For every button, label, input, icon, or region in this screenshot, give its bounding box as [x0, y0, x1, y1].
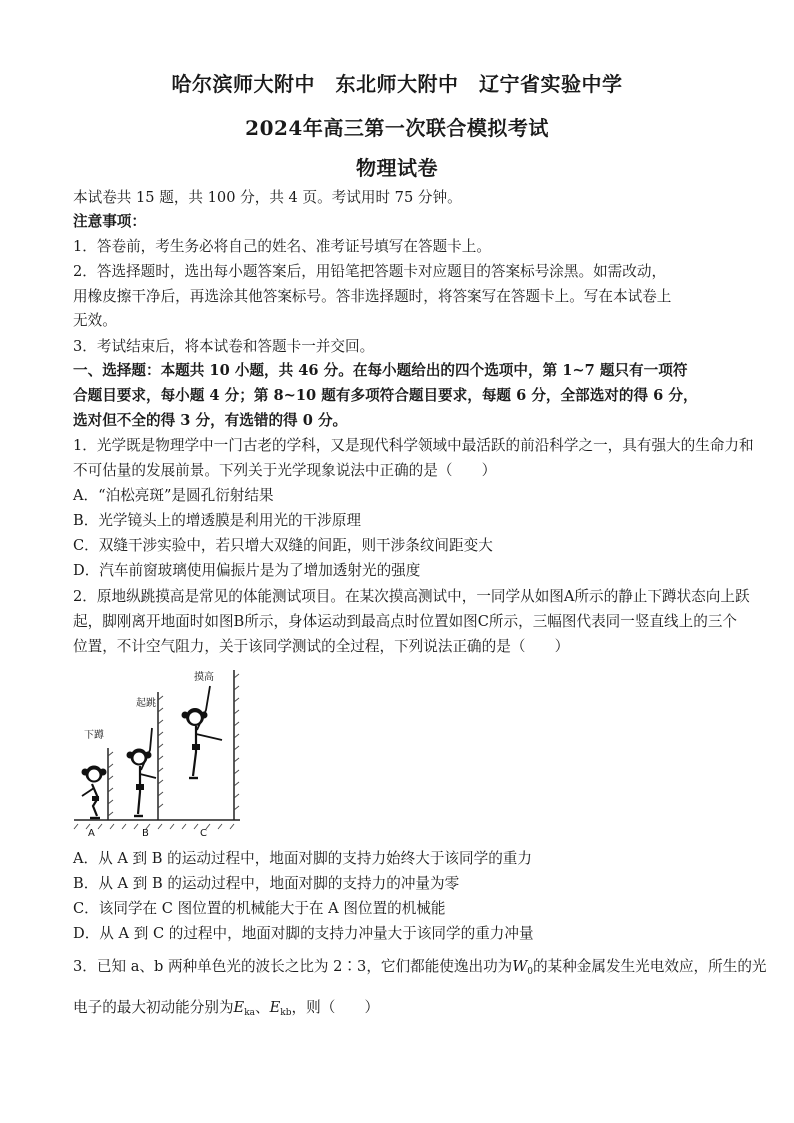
q2-option-d: D．从 A 到 C 的过程中，地面对脚的支持力冲量大于该同学的重力冲量 [73, 925, 534, 942]
section-instructions-cont: 合题目要求，每小题 4 分；第 8~10 题有多项符合题目要求，每题 6 分，全部选对的得 6 分， [73, 387, 698, 404]
student-highest-point-figure [182, 686, 223, 778]
notice-item-2-end: 无效。 [73, 312, 117, 329]
subject-title: 物理试卷 [356, 156, 438, 180]
q3-stem-cont: 电子的最大初动能分别为$E_{ka}$、$E_{kb}$，则（ ） [73, 999, 380, 1018]
school-names: 哈尔滨师大附中 东北师大附中 辽宁省实验中学 [171, 72, 623, 96]
student-takeoff-figure [127, 728, 157, 816]
label-jump: 起跳 [136, 698, 156, 709]
label-squat: 下蹲 [84, 730, 104, 741]
q2-option-a: A．从 A 到 B 的运动过程中，地面对脚的支持力始终大于该同学的重力 [73, 850, 532, 867]
notice-item-2: 2．答选择题时，选出每小题答案后，用铅笔把答题卡对应题目的答案标号涂黑。如需改动， [73, 263, 667, 280]
notice-item-2-cont: 用橡皮擦干净后，再选涂其他答案标号。答非选择题时，将答案写在答题卡上。写在本试卷上 [73, 288, 672, 305]
q1-option-b: B．光学镜头上的增透膜是利用光的干涉原理 [73, 512, 362, 529]
q1-stem: 1．光学既是物理学中一门古老的学科，又是现代科学领域中最活跃的前沿科学之一，具有强大的生命力和 [73, 437, 754, 454]
q1-option-c: C．双缝干涉实验中，若只增大双缝的间距，则干涉条纹间距变大 [73, 537, 493, 554]
label-touch: 摸高 [194, 672, 214, 683]
q1-stem-cont: 不可估量的发展前景。下列关于光学现象说法中正确的是（ ） [73, 462, 497, 479]
position-label-a: A [88, 828, 95, 838]
q2-stem: 2．原地纵跳摸高是常见的体能测试项目。在某次摸高测试中，一同学从如图A所示的静止下蹲状态向上跃 [73, 588, 750, 605]
jump-test-figure [70, 666, 250, 838]
section-instructions-end: 选对但不全的得 3 分，有选错的得 0 分。 [73, 412, 348, 429]
q2-stem-end: 位置，不计空气阻力，关于该同学测试的全过程，下列说法正确的是（ ） [73, 638, 570, 655]
notice-item-1: 1．答卷前，考生务必将自己的姓名、准考证号填写在答题卡上。 [73, 238, 491, 255]
q2-option-c: C．该同学在 C 图位置的机械能大于在 A 图位置的机械能 [73, 900, 446, 917]
q3-stem: 3．已知 a、b 两种单色光的波长之比为 2∶3，它们都能使逸出功为$W_0$的某种金属发生光电效应，所生的光 [73, 958, 767, 977]
section-instructions: 一、选择题：本题共 10 小题，共 46 分。在每小题给出的四个选项中，第 1~7 题只有一项符 [73, 362, 688, 379]
student-squat-figure [82, 766, 107, 819]
exam-summary: 本试卷共 15 题，共 100 分，共 4 页。考试用时 75 分钟。 [73, 189, 462, 206]
q1-option-d: D．汽车前窗玻璃使用偏振片是为了增加透射光的强度 [73, 562, 421, 579]
exam-title: 2024年高三第一次联合模拟考试 [245, 116, 549, 140]
position-label-b: B [142, 828, 149, 838]
q2-stem-cont: 起，脚刚离开地面时如图B所示，身体运动到最高点时位置如图C所示，三幅图代表同一竖直线上的三个 [73, 613, 738, 630]
q1-option-a: A．“泊松亮斑”是圆孔衍射结果 [73, 487, 274, 504]
notice-item-3: 3．考试结束后，将本试卷和答题卡一并交回。 [73, 338, 375, 355]
notice-heading: 注意事项： [73, 213, 146, 230]
q2-option-b: B．从 A 到 B 的运动过程中，地面对脚的支持力的冲量为零 [73, 875, 460, 892]
position-label-c: C [200, 828, 207, 838]
